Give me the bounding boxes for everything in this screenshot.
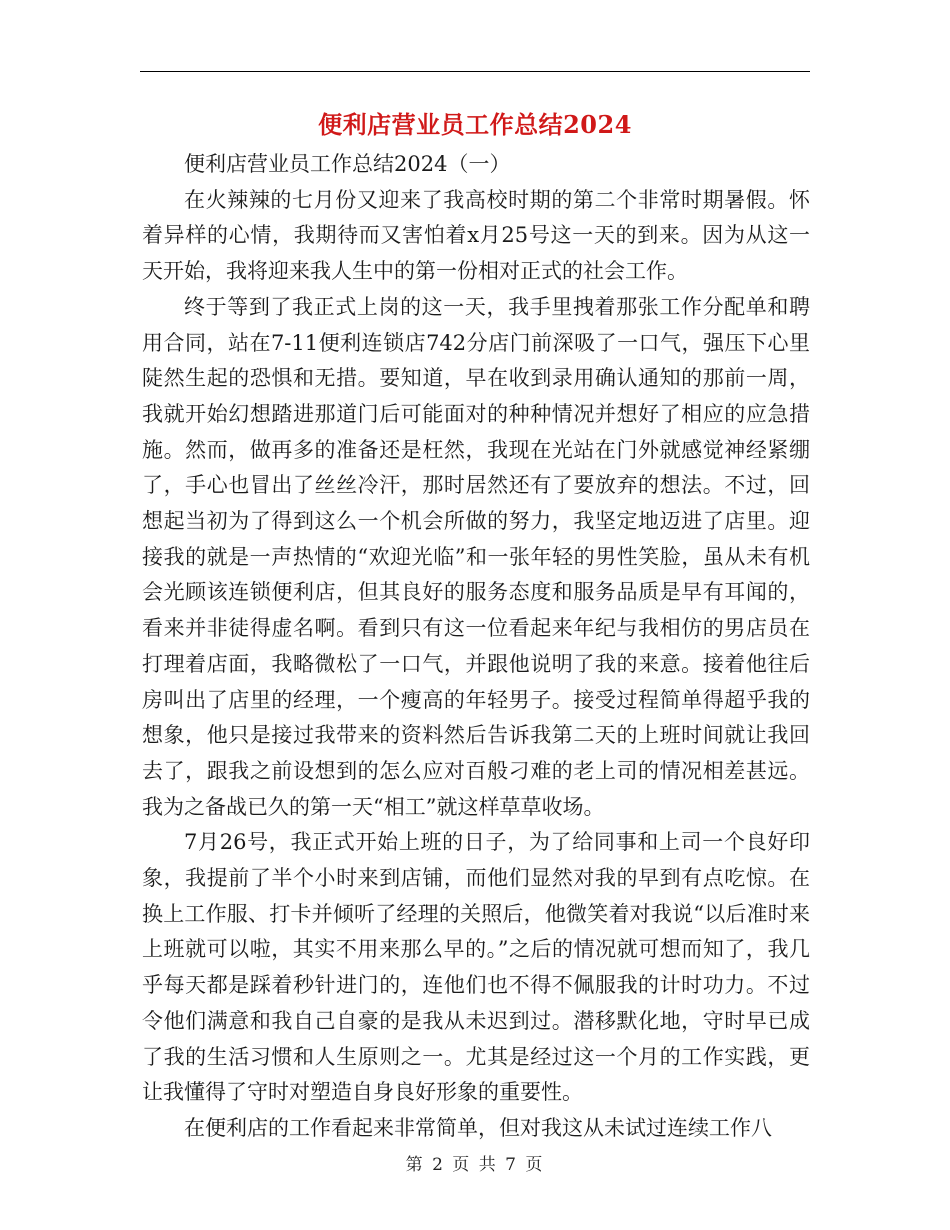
header-rule [140,71,810,72]
document-title: 便利店营业员工作总结2024 [318,110,632,139]
document-body [142,147,810,1147]
section-heading: 便利店营业员工作总结2024（一） [184,152,511,176]
body-paragraph: 在便利店的工作看起来非常简单，但对我这从未试过连续工作八 [184,1115,772,1140]
page-number-footer: 第 2 页 共 7 页 [405,1155,545,1175]
body-paragraph: 7月26号，我正式开始上班的日子，为了给同事和上司一个良好印象，我提前了半个小时来到店铺，而他们显然对我的早到有点吃惊。在换上工作服、打卡并倾听了经理的关照后，他微笑着对我说“以后准时来上班就可以啦，其实不用来那么早的。”之后的情况就可想而知了，我几乎每天都是踩着秒针进门的，连他们也不得不佩服我的计时功力。不过令他们满意和我自己自豪的是我从未迟到过。潜移默化地，守时早已成了我的生活习惯和人生原则之一。尤其是经过这一个月的工作实践，更让我懂得了守时对塑造自身良好形象的重要性。 [142,830,810,1105]
body-paragraph: 在火辣辣的七月份又迎来了我高校时期的第二个非常时期暑假。怀着异样的心情，我期待而又害怕着x月25号这一天的到来。因为从这一天开始，我将迎来我人生中的第一份相对正式的社会工作。 [142,187,810,284]
body-paragraph: 终于等到了我正式上岗的这一天，我手里拽着那张工作分配单和聘用合同，站在7-11便利连锁店742分店门前深吸了一口气，强压下心里陡然生起的恐惧和无措。要知道，早在收到录用确认通知的那前一周，我就开始幻想踏进那道门后可能面对的种种情况并想好了相应的应急措施。然而，做再多的准备还是枉然，我现在光站在门外就感觉神经紧绷了，手心也冒出了丝丝冷汗，那时居然还有了要放弃的想法。不过，回想起当初为了得到这么一个机会所做的努力，我坚定地迈进了店里。迎接我的就是一声热情的“欢迎光临”和一张年轻的男性笑脸，虽从未有机会光顾该连锁便利店，但其良好的服务态度和服务品质是早有耳闻的，看来并非徒得虚名啊。看到只有这一位看起来年纪与我相仿的男店员在打理着店面，我略微松了一口气，并跟他说明了我的来意。接着他往后房叫出了店里的经理，一个瘦高的年轻男子。接受过程简单得超乎我的想象，他只是接过我带来的资料然后告诉我第二天的上班时间就让我回去了，跟我之前设想到的怎么应对百般刁难的老上司的情况相差甚远。我为之备战已久的第一天“相工”就这样草草收场。 [142,294,810,819]
